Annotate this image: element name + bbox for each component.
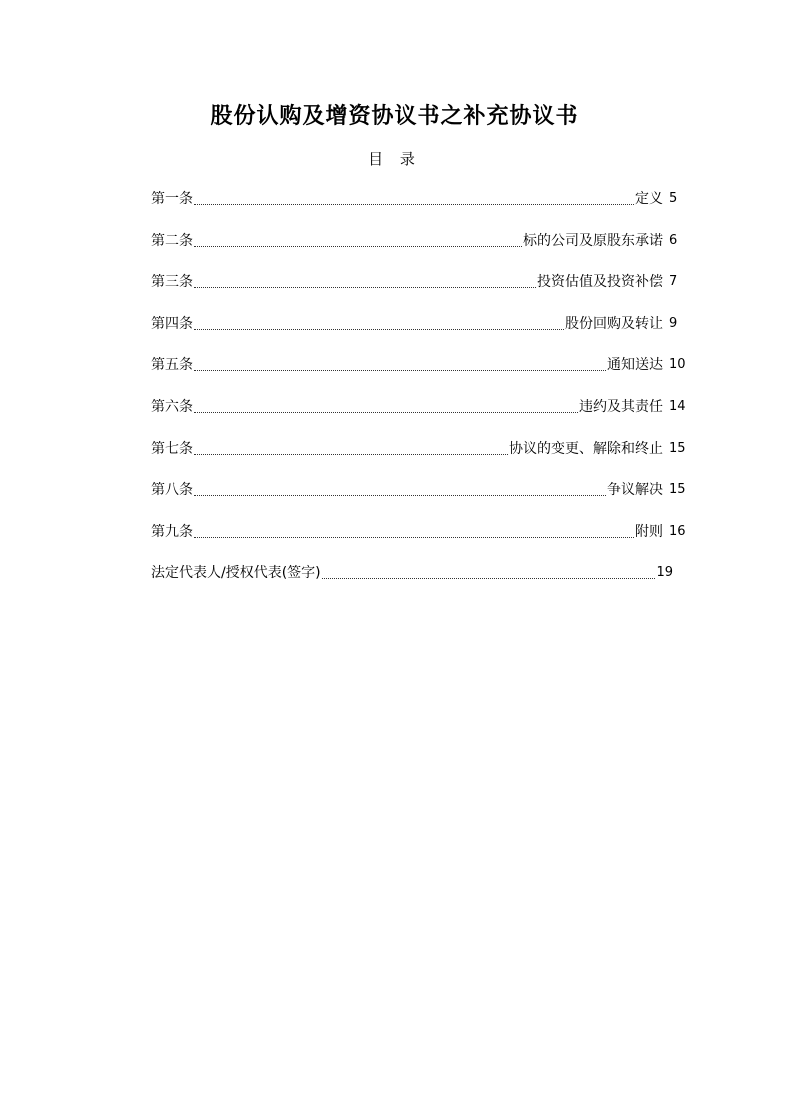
toc-signature-page: 19 (656, 565, 673, 581)
toc-entry-signature[interactable] (151, 561, 673, 585)
toc-entry-page: 9 (669, 315, 678, 331)
toc-leader-dots (194, 245, 522, 247)
toc-entry-title: 定义 (635, 191, 663, 207)
toc-entry-title: 争议解决 (607, 482, 663, 499)
toc-entry-title: 股份回购及转让 (565, 315, 663, 332)
toc-entry-label: 第九条 (151, 523, 193, 540)
table-of-contents (151, 187, 691, 603)
toc-leader-dots (194, 203, 634, 205)
toc-entry-title: 协议的变更、解除和终止 (509, 440, 663, 457)
toc-leader-dots (194, 328, 564, 330)
toc-entry-page: 6 (669, 232, 678, 248)
toc-entry-label: 第二条 (151, 232, 193, 249)
toc-entry-label: 第一条 (151, 191, 193, 207)
toc-entry-3[interactable] (151, 270, 691, 294)
toc-entry-label: 第四条 (151, 315, 193, 332)
toc-entry-title: 违约及其责任 (579, 398, 663, 415)
toc-entry-2[interactable] (151, 229, 691, 253)
toc-entry-title: 标的公司及原股东承诺 (523, 232, 663, 249)
toc-leader-dots (194, 536, 634, 538)
toc-entry-page: 14 (669, 398, 686, 414)
toc-leader-dots (194, 411, 578, 413)
toc-entry-title: 附则 (635, 523, 663, 540)
toc-entry-page: 16 (669, 523, 686, 539)
toc-signature-label: 法定代表人/授权代表(签字) (151, 565, 321, 582)
toc-entry-label: 第六条 (151, 398, 193, 415)
toc-entry-5[interactable] (151, 353, 691, 377)
toc-entry-page: 7 (669, 274, 678, 290)
toc-entry-label: 第三条 (151, 274, 193, 291)
toc-entry-1[interactable] (151, 187, 691, 211)
toc-entry-page: 10 (669, 357, 686, 373)
toc-entry-page: 15 (669, 482, 686, 498)
toc-entry-label: 第五条 (151, 357, 193, 374)
toc-leader-dots (194, 494, 606, 496)
document-title: 股份认购及增资协议书之补充协议书 (210, 103, 579, 129)
toc-entry-7[interactable] (151, 437, 691, 461)
toc-entry-page: 15 (669, 440, 686, 456)
toc-entry-label: 第八条 (151, 482, 193, 499)
toc-entry-6[interactable] (151, 395, 691, 419)
toc-leader-dots (194, 286, 536, 288)
toc-leader-dots (194, 369, 606, 371)
toc-entry-label: 第七条 (151, 440, 193, 457)
toc-heading: 目 录 (368, 150, 421, 168)
toc-entry-page: 5 (669, 191, 678, 206)
toc-entry-title: 通知送达 (607, 357, 663, 374)
toc-leader-dots (322, 577, 656, 579)
toc-entry-title: 投资估值及投资补偿 (537, 274, 663, 291)
toc-entry-4[interactable] (151, 312, 691, 336)
toc-entry-9[interactable] (151, 520, 691, 544)
toc-entry-8[interactable] (151, 478, 691, 502)
toc-leader-dots (194, 453, 508, 455)
